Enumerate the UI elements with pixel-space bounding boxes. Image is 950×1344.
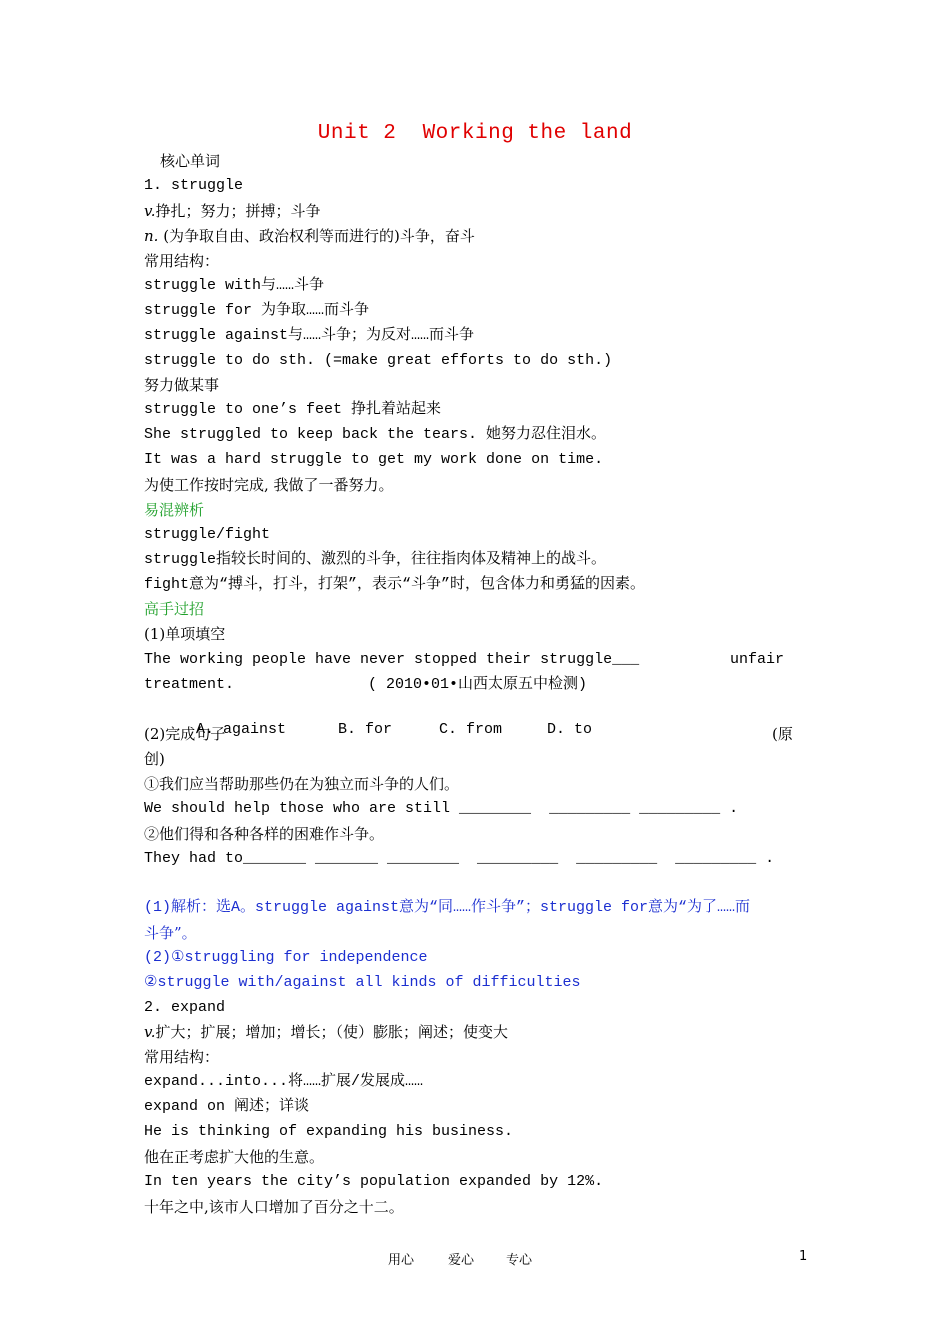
question-1-text: The working people have never stopped their struggle___: [144, 651, 640, 668]
footer-left: 用心: [388, 1253, 415, 1268]
structure-line: struggle with与……斗争: [144, 277, 325, 294]
structures-label: 常用结构：: [144, 252, 220, 270]
confusable-explanation: struggle指较长时间的、激烈的斗争，往往指肉体及精神上的战斗。: [144, 551, 607, 568]
definition: (为争取自由、政治权利等而进行的)斗争，奋斗: [158, 227, 475, 245]
footer-right: 专心: [506, 1253, 533, 1268]
pos-label: v.: [144, 1023, 156, 1041]
confusable-label: 易混辨析: [144, 501, 205, 519]
example-translation: 为使工作按时完成, 我做了一番努力。: [144, 476, 394, 494]
definition: 扩大；扩展；增加；增长；（使）膨胀；阐述；使变大: [155, 1023, 508, 1041]
structures-label: 常用结构：: [144, 1048, 220, 1066]
definition: 挣扎；努力；拼搏；斗争: [155, 202, 321, 220]
answer-1: (1)解析：选A。struggle against意为“同……作斗争”；struggle for意为“为了……而: [144, 899, 751, 916]
question-1-text-end: unfair: [730, 651, 785, 668]
word-1-heading: 1. struggle: [144, 177, 244, 194]
pos-label: v.: [144, 202, 156, 220]
option-d: D. to: [547, 721, 593, 738]
option-a: A. against: [196, 721, 287, 738]
question-2-label: (2)完成句子: [144, 725, 226, 743]
question-2-origin: (原: [772, 725, 793, 743]
example-sentence: It was a hard struggle to get my work done on time.: [144, 451, 604, 468]
example-translation: 他在正考虑扩大他的生意。: [144, 1148, 325, 1166]
option-b: B. for: [338, 721, 393, 738]
structure-line: expand on 阐述；详谈: [144, 1098, 310, 1115]
structure-line: expand...into...将……扩展/发展成……: [144, 1073, 424, 1090]
option-c: C. from: [439, 721, 503, 738]
example-sentence: In ten years the city’s population expanded by 12%.: [144, 1173, 604, 1190]
section-heading: 核心单词: [160, 152, 221, 170]
footer-mid: 爱心: [448, 1253, 475, 1268]
page-number: 1: [799, 1249, 808, 1264]
word-2-verb-def: [144, 1022, 508, 1042]
word-1-verb-def: [144, 201, 320, 221]
confusable-pair: struggle/fight: [144, 526, 271, 543]
structure-meaning: 努力做某事: [144, 376, 220, 394]
question-1-text-cont: treatment.: [144, 676, 235, 693]
example-sentence: He is thinking of expanding his business.: [144, 1123, 514, 1140]
word-1-noun-def: [144, 226, 475, 246]
structure-line: struggle for 为争取……而斗争: [144, 302, 370, 319]
answer-2: (2)①struggling for independence: [144, 949, 428, 966]
example-translation: 十年之中,该市人口增加了百分之十二。: [144, 1198, 404, 1216]
sentence-2-blank: They had to_______ _______ ________ _________ _________ _________ .: [144, 850, 775, 867]
question-1-label: (1)单项填空: [144, 625, 226, 643]
page-title: Unit 2 Working the land: [317, 122, 633, 145]
sentence-1-blank: We should help those who are still ________ _________ _________ .: [144, 800, 739, 817]
pos-label: n.: [144, 227, 159, 245]
question-2-origin-cont: 创): [144, 750, 165, 768]
structure-line: struggle to one’s feet 挣扎着站起来: [144, 401, 442, 418]
example-sentence: She struggled to keep back the tears. 她努力忍住泪水。: [144, 426, 607, 443]
confusable-explanation: fight意为“搏斗，打斗，打架”，表示“斗争”时，包含体力和勇猛的因素。: [144, 576, 646, 593]
answer-3: ②struggle with/against all kinds of difficulties: [144, 974, 581, 991]
structure-line: struggle to do sth. (=make great efforts to do sth.): [144, 352, 613, 369]
answer-1-cont: 斗争”。: [144, 924, 197, 942]
sentence-2-chinese: ②他们得和各种各样的困难作斗争。: [144, 825, 385, 843]
question-1-source: ( 2010•01•山西太原五中检测): [368, 676, 588, 693]
word-2-heading: 2. expand: [144, 999, 226, 1016]
sentence-1-chinese: ①我们应当帮助那些仍在为独立而斗争的人们。: [144, 775, 460, 793]
structure-line: struggle against与……斗争；为反对……而斗争: [144, 327, 475, 344]
practice-label: 高手过招: [144, 600, 205, 618]
